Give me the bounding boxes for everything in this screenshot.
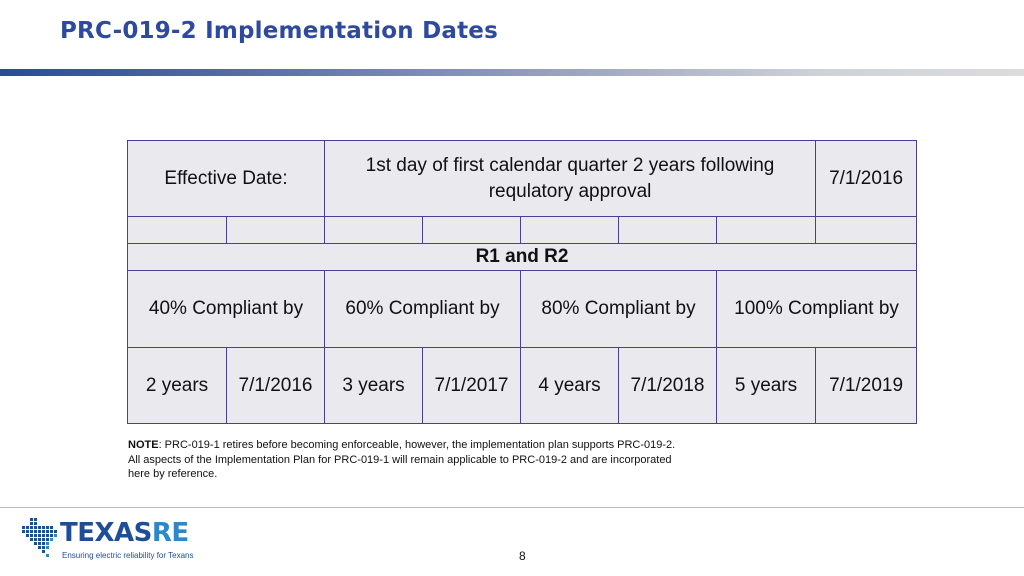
logo-text-accent: RE (151, 518, 189, 548)
milestone-date-cell: 7/1/2016 (227, 348, 325, 424)
spacer-cell (619, 217, 717, 244)
logo-wordmark (60, 518, 189, 548)
spacer-cell (423, 217, 521, 244)
compliance-100-cell: 100% Compliant by (717, 271, 917, 348)
requirements-header: R1 and R2 (128, 244, 917, 271)
title-underline-bar (0, 69, 1024, 76)
spacer-cell (521, 217, 619, 244)
effective-date-label: Effective Date: (128, 141, 325, 217)
implementation-table (127, 140, 917, 424)
page-number: 8 (519, 549, 526, 563)
logo-text-main: TEXAS (60, 518, 152, 548)
milestone-years-cell: 4 years (521, 348, 619, 424)
compliance-80-cell: 80% Compliant by (521, 271, 717, 348)
spacer-cell (816, 217, 917, 244)
spacer-cell (128, 217, 227, 244)
texas-re-logo (22, 516, 212, 566)
milestone-years-cell: 2 years (128, 348, 227, 424)
note-text: : PRC-019-1 retires before becoming enforceable, however, the implementation plan supports PRC-019-2. All aspects of the Implementation Plan for PRC-019-1 will remain applicable to PRC-019-2 and are incorporated here by reference. (128, 439, 676, 480)
milestone-years-cell: 5 years (717, 348, 816, 424)
compliance-60-cell: 60% Compliant by (325, 271, 521, 348)
milestone-date-cell-highlighted: 7/1/2017 (423, 348, 521, 424)
logo-tagline: Ensuring electric reliability for Texans (62, 551, 194, 560)
texas-map-icon (22, 516, 62, 562)
spacer-row (128, 217, 917, 244)
compliance-row (128, 271, 917, 348)
effective-date-description: 1st day of first calendar quarter 2 years following requlatory approval (325, 141, 816, 217)
compliance-40-cell: 40% Compliant by (128, 271, 325, 348)
spacer-cell (325, 217, 423, 244)
effective-date-value: 7/1/2016 (816, 141, 917, 217)
slide-title: PRC-019-2 Implementation Dates (60, 18, 498, 44)
spacer-cell (717, 217, 816, 244)
footer-divider (0, 507, 1024, 508)
milestone-date-cell: 7/1/2019 (816, 348, 917, 424)
milestone-row (128, 348, 917, 424)
note-paragraph (128, 438, 688, 482)
note-label: NOTE (128, 439, 159, 451)
spacer-cell (227, 217, 325, 244)
effective-date-row (128, 141, 917, 217)
milestone-years-cell: 3 years (325, 348, 423, 424)
requirements-header-row (128, 244, 917, 271)
milestone-date-cell: 7/1/2018 (619, 348, 717, 424)
